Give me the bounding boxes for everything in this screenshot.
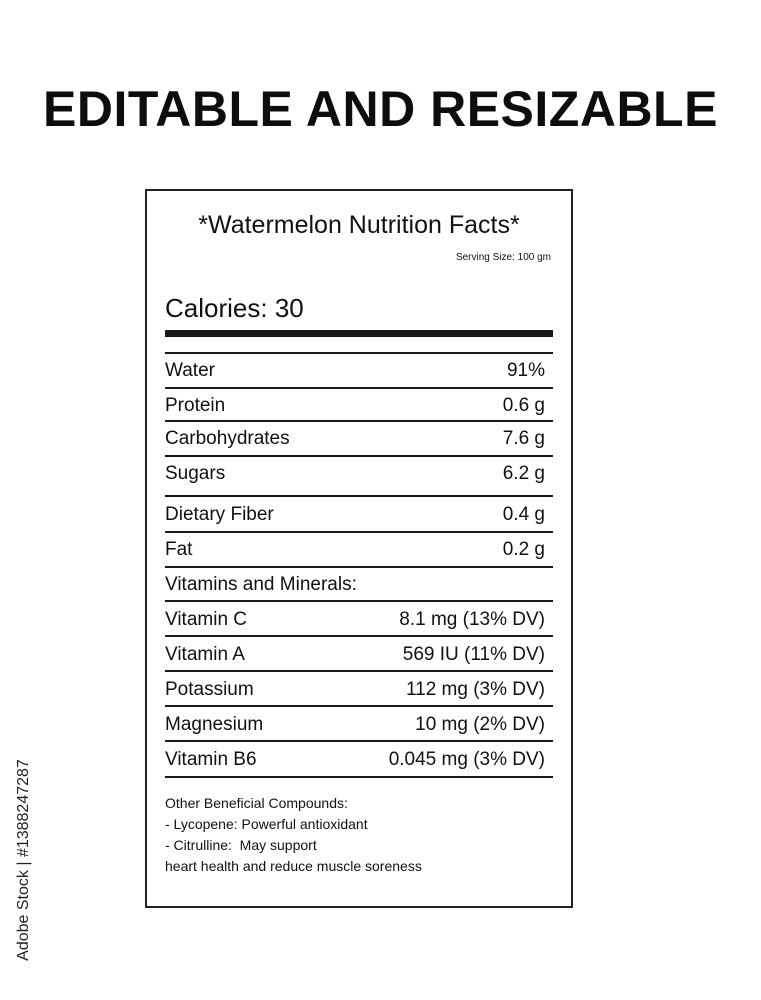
row-value-vitamin-c: 8.1 mg (13% DV) bbox=[399, 609, 545, 630]
stock-watermark bbox=[12, 755, 36, 965]
serving-size: Serving Size: 100 gm bbox=[455, 252, 551, 263]
row-value-carbohydrates: 7.6 g bbox=[502, 428, 545, 449]
row-divider bbox=[165, 566, 553, 568]
thick-divider bbox=[165, 330, 553, 337]
row-value-fat: 0.2 g bbox=[502, 539, 545, 560]
row-divider bbox=[165, 600, 553, 602]
row-divider bbox=[165, 455, 553, 457]
label-title-text: *Watermelon Nutrition Facts* bbox=[198, 211, 520, 239]
row-divider bbox=[165, 776, 553, 778]
row-divider bbox=[165, 531, 553, 533]
row-divider bbox=[165, 495, 553, 497]
row-value-magnesium: 10 mg (2% DV) bbox=[415, 714, 545, 735]
row-name-dietary-fiber: Dietary Fiber bbox=[165, 504, 274, 525]
row-name-vitamin-c: Vitamin C bbox=[165, 609, 248, 630]
row-value-vitamin-a: 569 IU (11% DV) bbox=[402, 644, 545, 665]
row-divider bbox=[165, 387, 553, 389]
notes-heading: Other Beneficial Compounds: bbox=[165, 795, 348, 811]
row-name-potassium: Potassium bbox=[165, 679, 254, 700]
row-value-protein: 0.6 g bbox=[502, 395, 545, 416]
nutrition-label-content bbox=[145, 189, 573, 908]
notes-line-continuation: heart health and reduce muscle soreness bbox=[165, 858, 422, 874]
row-divider bbox=[165, 635, 553, 637]
row-value-water: 91% bbox=[506, 360, 545, 381]
watermark-text: Adobe Stock | #1388247287 bbox=[15, 759, 32, 961]
notes-line-lycopene: - Lycopene: Powerful antioxidant bbox=[165, 816, 368, 832]
row-value-sugars: 6.2 g bbox=[502, 463, 545, 484]
row-name-vitamin-a: Vitamin A bbox=[165, 644, 245, 665]
row-name-water: Water bbox=[165, 360, 215, 381]
row-divider bbox=[165, 705, 553, 707]
row-name-carbohydrates: Carbohydrates bbox=[165, 428, 290, 449]
row-value-vitamin-b6: 0.045 mg (3% DV) bbox=[388, 749, 545, 770]
row-divider bbox=[165, 740, 553, 742]
row-divider bbox=[165, 352, 553, 354]
row-value-dietary-fiber: 0.4 g bbox=[502, 504, 545, 525]
row-name-vitamin-b6: Vitamin B6 bbox=[165, 749, 257, 770]
row-name-magnesium: Magnesium bbox=[165, 714, 264, 735]
other-compounds-notes bbox=[165, 793, 422, 877]
row-divider bbox=[165, 670, 553, 672]
vitamins-heading: Vitamins and Minerals: bbox=[165, 574, 357, 595]
row-name-sugars: Sugars bbox=[165, 463, 226, 484]
row-divider bbox=[165, 420, 553, 422]
notes-line-citrulline: - Citrulline: May support bbox=[165, 837, 317, 853]
row-name-fat: Fat bbox=[165, 539, 193, 560]
calories: Calories: 30 bbox=[165, 293, 304, 323]
headline: EDITABLE AND RESIZABLE bbox=[43, 81, 718, 137]
row-name-protein: Protein bbox=[165, 395, 226, 416]
row-value-potassium: 112 mg (3% DV) bbox=[405, 679, 545, 700]
